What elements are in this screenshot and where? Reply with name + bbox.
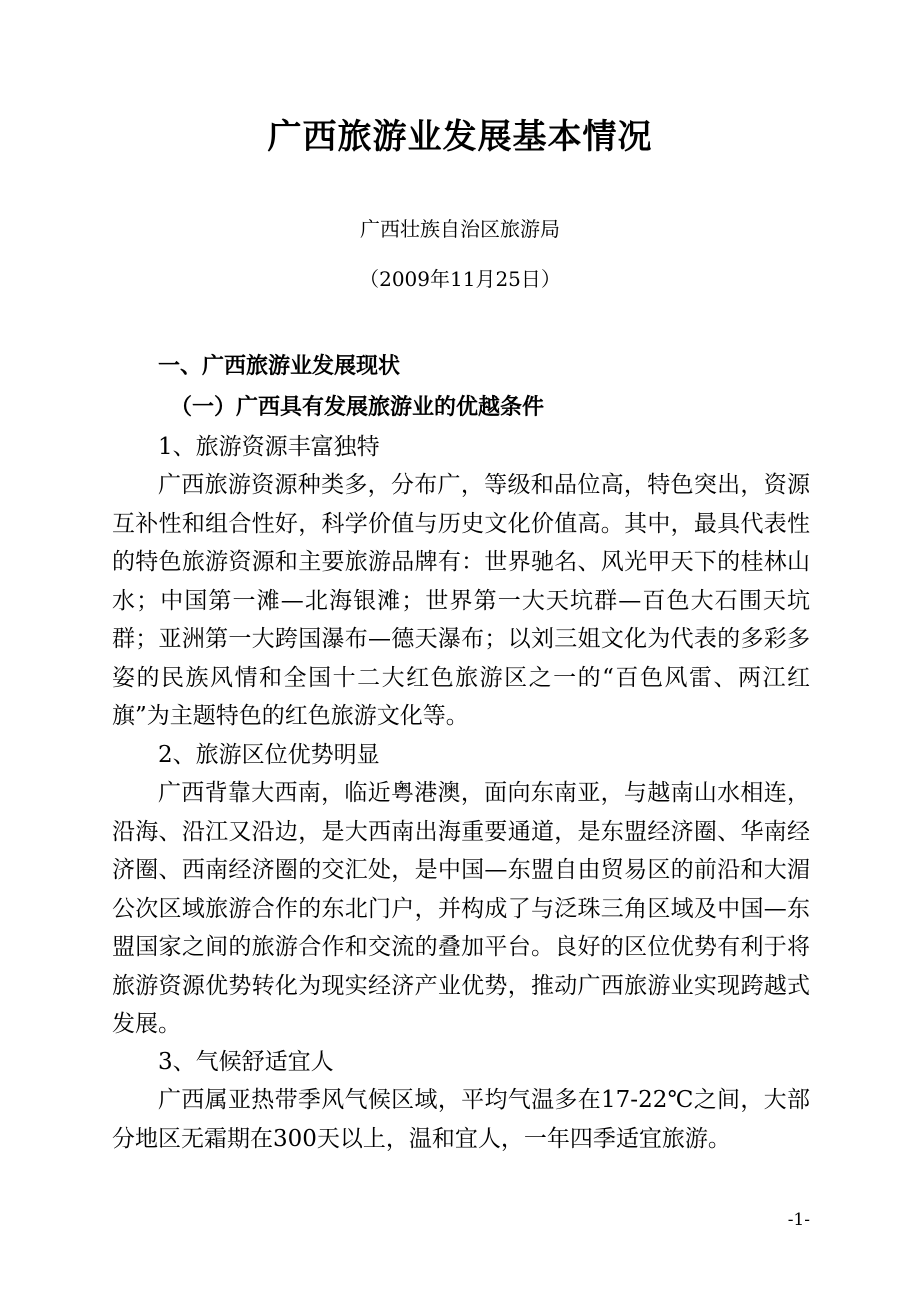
page-number: -1- bbox=[787, 1210, 810, 1230]
subsection-heading: （一）广西具有发展旅游业的优越条件 bbox=[170, 395, 545, 420]
document-date: （2009年11月25日） bbox=[359, 267, 561, 291]
document-author: 广西壮族自治区旅游局 bbox=[360, 217, 560, 241]
item-paragraph-3: 广西属亚热带季风气候区域，平均气温多在17-22℃之间，大部分地区无霜期在300天以上，温和宜人，一年四季适宜旅游。 bbox=[112, 1087, 810, 1152]
item-paragraph-2: 广西背靠大西南，临近粤港澳，面向东南亚，与越南山水相连，沿海、沿江又沿边，是大西南出海重要通道，是东盟经济圈、华南经济圈、西南经济圈的交汇处，是中国—东盟自由贸易区的前沿和大湄公次区域旅游合作的东北门户，并构成了与泛珠三角区域及中国—东盟国家之间的旅游合作和交流的叠加平台。良好的区位优势有利于将旅游资源优势转化为现实经济产业优势，推动广西旅游业实现跨越式发展。 bbox=[112, 780, 810, 1037]
document-title: 广西旅游业发展基本情况 bbox=[267, 117, 653, 157]
item-heading-3: 3、气候舒适宜人 bbox=[158, 1049, 334, 1075]
section-heading: 一、广西旅游业发展现状 bbox=[158, 354, 401, 379]
item-heading-2: 2、旅游区位优势明显 bbox=[158, 742, 380, 768]
item-heading-1: 1、旅游资源丰富独特 bbox=[158, 434, 380, 460]
item-paragraph-1: 广西旅游资源种类多，分布广，等级和品位高，特色突出，资源互补性和组合性好，科学价值与历史文化价值高。其中，最具代表性的特色旅游资源和主要旅游品牌有：世界驰名、风光甲天下的桂林山水；中国第一滩—北海银滩；世界第一大天坑群—百色大石围天坑群；亚洲第一大跨国瀑布—德天瀑布；以刘三姐文化为代表的多彩多姿的民族风情和全国十二大红色旅游区之一的“百色风雷、两江红旗”为主题特色的红色旅游文化等。 bbox=[112, 472, 810, 729]
